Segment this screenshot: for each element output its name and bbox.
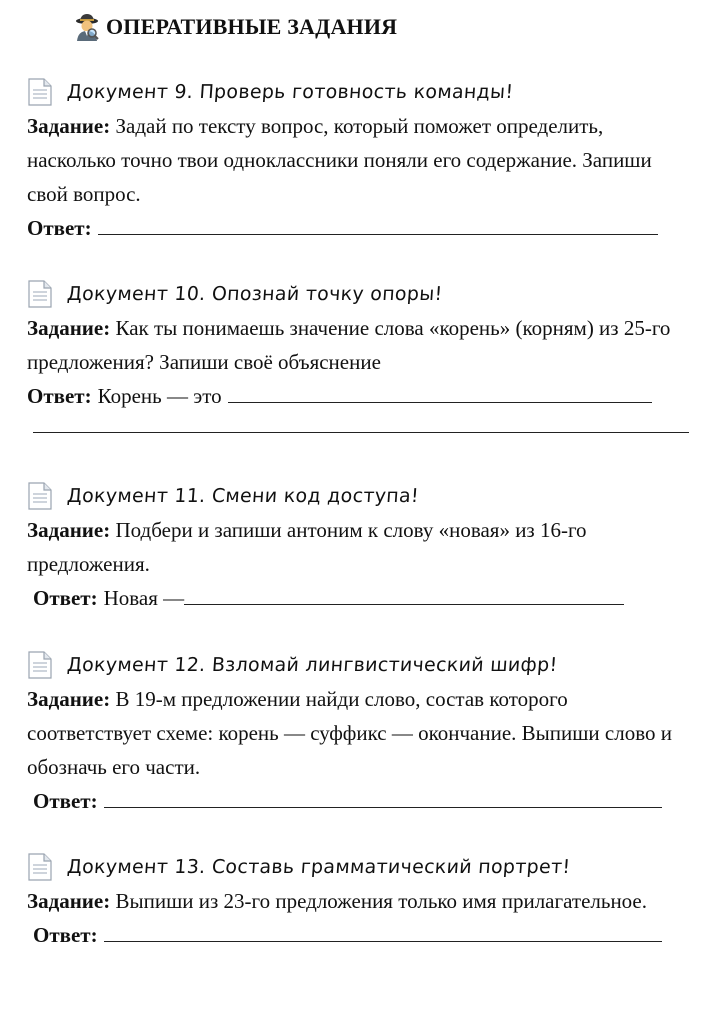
task-text — [27, 109, 697, 211]
answer-line — [27, 581, 697, 615]
answer-field[interactable] — [98, 214, 658, 235]
document-9 — [27, 77, 697, 245]
document-heading — [27, 77, 697, 107]
task-label: Задание: — [27, 687, 111, 711]
document-heading — [27, 481, 697, 511]
answer-field[interactable] — [184, 584, 624, 605]
task-text — [27, 311, 697, 379]
document-title: Документ 11. Смени код доступа! — [66, 485, 420, 507]
document-title: Документ 9. Проверь готовность команды! — [66, 81, 515, 103]
answer-label: Ответ: — [33, 789, 98, 813]
document-12 — [27, 650, 697, 818]
document-heading — [27, 279, 697, 309]
task-text — [27, 884, 697, 918]
document-11 — [27, 481, 697, 615]
answer-line — [27, 918, 697, 952]
task-label: Задание: — [27, 316, 111, 340]
task-body: Задай по тексту вопрос, который поможет определить, насколько точно твои одноклассники поняли его содержание. Запиши свой вопрос. — [27, 114, 652, 206]
task-label: Задание: — [27, 518, 111, 542]
document-10 — [27, 279, 697, 433]
document-icon — [27, 78, 53, 106]
document-title: Документ 10. Опознай точку опоры! — [66, 283, 444, 305]
answer-field[interactable] — [228, 382, 652, 403]
answer-field[interactable] — [104, 921, 662, 942]
task-text — [27, 682, 697, 784]
answer-label: Ответ: — [33, 923, 98, 947]
document-icon — [27, 651, 53, 679]
document-icon — [27, 280, 53, 308]
document-heading — [27, 650, 697, 680]
answer-field[interactable] — [104, 787, 662, 808]
task-label: Задание: — [27, 114, 111, 138]
spy-icon — [72, 12, 102, 42]
page-title — [72, 12, 397, 42]
document-13 — [27, 852, 697, 952]
answer-prefix: Новая — — [103, 586, 185, 610]
document-icon — [27, 482, 53, 510]
task-text — [27, 513, 697, 581]
answer-line — [27, 379, 697, 413]
task-body: Подбери и запиши антоним к слову «новая» из 16-го предложения. — [27, 518, 587, 576]
answer-field-continuation[interactable] — [33, 431, 689, 433]
answer-label: Ответ: — [33, 586, 98, 610]
answer-line — [27, 784, 697, 818]
document-heading — [27, 852, 697, 882]
document-icon — [27, 853, 53, 881]
answer-label: Ответ: — [27, 216, 92, 240]
answer-prefix: Корень — это — [97, 384, 222, 408]
task-body: В 19-м предложении найди слово, состав которого соответствует схеме: корень — суффикс — окончание. Выпиши слово и обозначь его части. — [27, 687, 672, 779]
task-body: Как ты понимаешь значение слова «корень» (корням) из 25-го предложения? Запиши своё объяснение — [27, 316, 671, 374]
task-label: Задание: — [27, 889, 111, 913]
document-title: Документ 13. Составь грамматический портрет! — [66, 856, 572, 878]
answer-line — [27, 211, 697, 245]
task-body: Выпиши из 23-го предложения только имя прилагательное. — [110, 889, 648, 913]
page-title-text: ОПЕРАТИВНЫЕ ЗАДАНИЯ — [106, 14, 398, 39]
answer-label: Ответ: — [27, 384, 92, 408]
document-title: Документ 12. Взломай лингвистический шифр! — [66, 654, 559, 676]
